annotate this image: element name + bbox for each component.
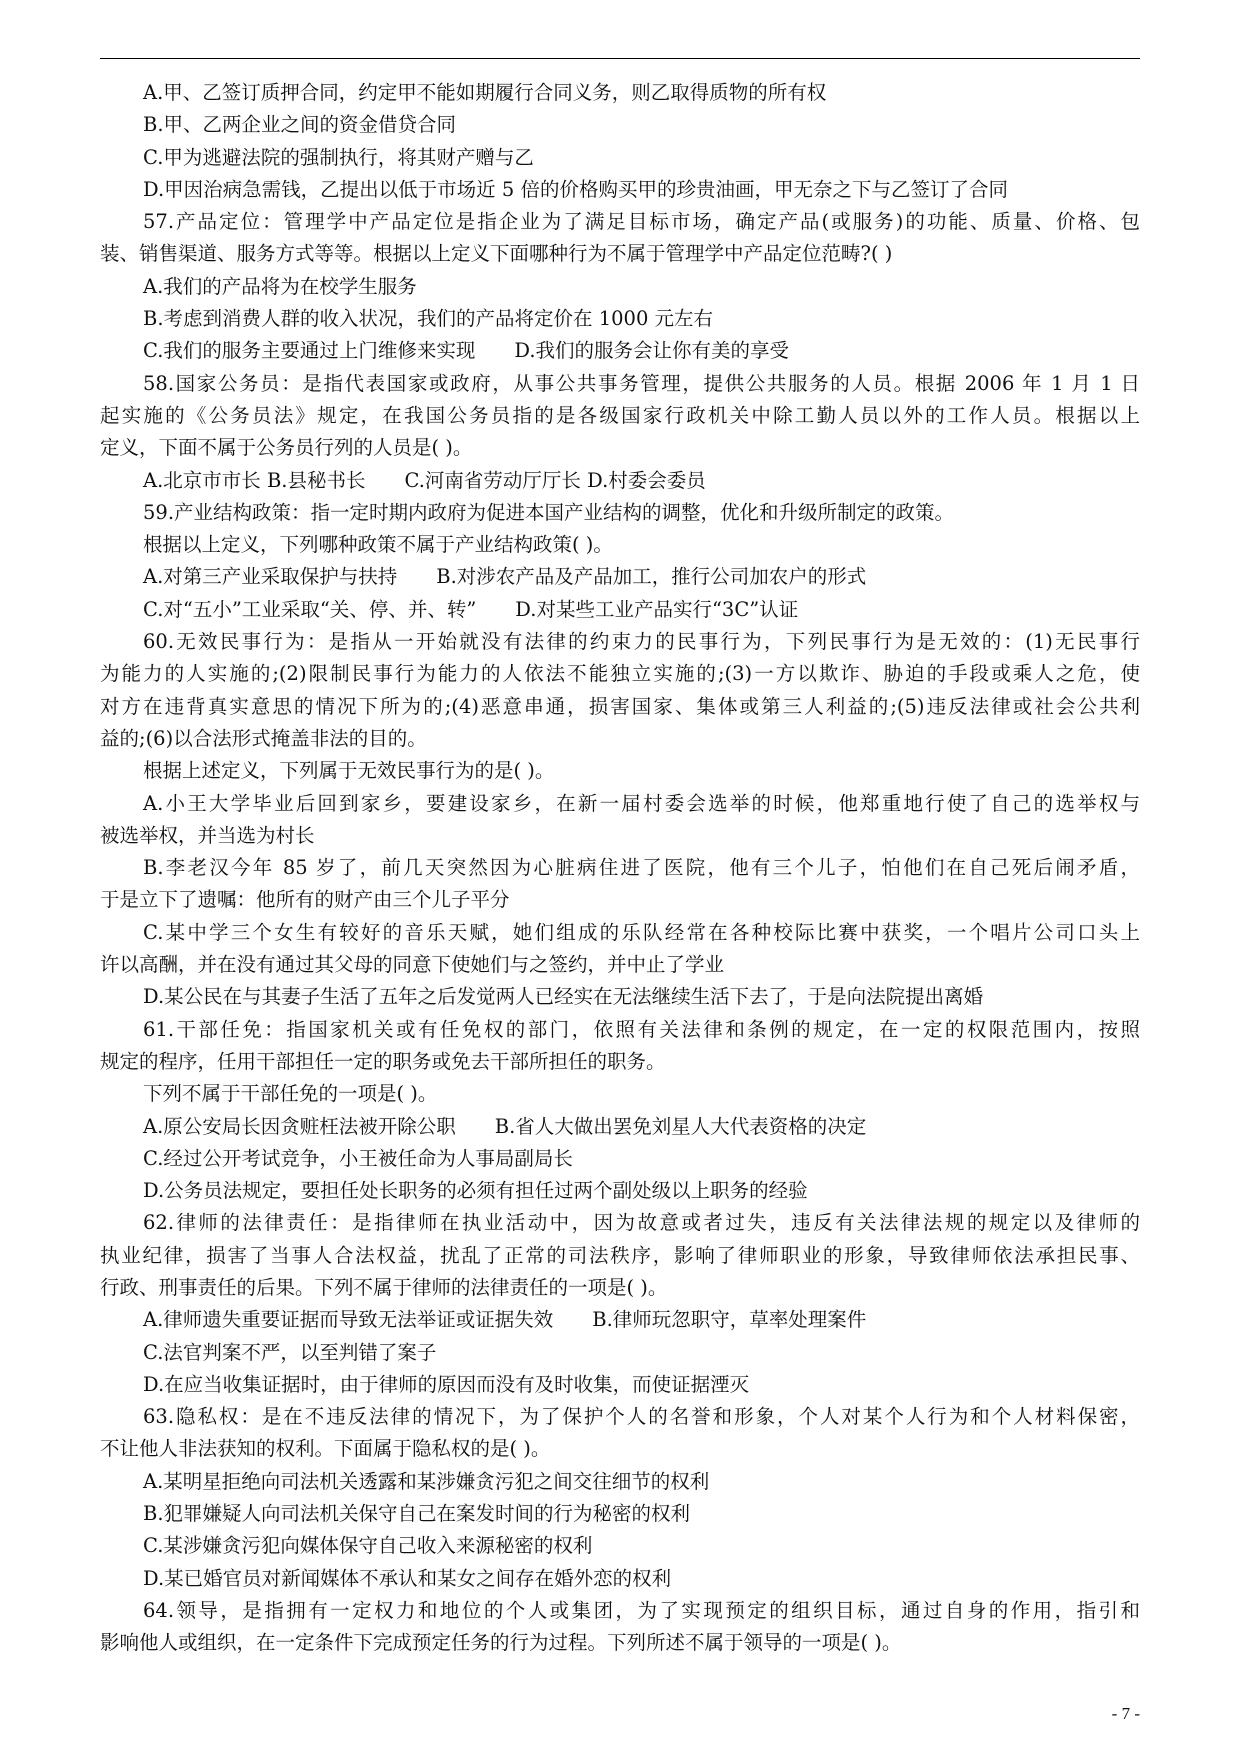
text-line: D.公务员法规定，要担任处长职务的必须有担任过两个副处级以上职务的经验: [143, 1179, 808, 1203]
text-line: 根据以上定义，下列哪种政策不属于产业结构政策( )。: [143, 533, 613, 557]
text-line: 许以高酬，并在没有通过其父母的同意下使她们与之签约，并中止了学业: [100, 953, 725, 977]
text-line: A.某明星拒绝向司法机关透露和某涉嫌贪污犯之间交往细节的权利: [143, 1469, 710, 1493]
text-line: C.某涉嫌贪污犯向媒体保守自己收入来源秘密的权利: [143, 1534, 593, 1558]
text-line: D.某已婚官员对新闻媒体不承认和某女之间存在婚外恋的权利: [143, 1566, 672, 1590]
text-line: 64.领导，是指拥有一定权力和地位的个人或集团，为了实现预定的组织目标，通过自身的作用，指引和: [143, 1598, 1140, 1622]
text-line: 装、销售渠道、服务方式等等。根据以上定义下面哪种行为不属于管理学中产品定位范畴?( ): [100, 242, 893, 266]
text-line: 影响他人或组织，在一定条件下完成预定任务的行为过程。下列所述不属于领导的一项是( )。: [100, 1631, 902, 1655]
text-line: C.对“五小”工业采取“关、停、并、转” D.对某些工业产品实行“3C”认证: [143, 597, 799, 621]
text-line: C.甲为逃避法院的强制执行，将其财产赠与乙: [143, 145, 534, 169]
text-line: 下列不属于干部任免的一项是( )。: [143, 1082, 438, 1106]
text-line: 58.国家公务员：是指代表国家或政府，从事公共事务管理，提供公共服务的人员。根据 2006 年 1 月 1 日: [143, 371, 1140, 395]
text-line: 执业纪律，损害了当事人合法权益，扰乱了正常的司法秩序，影响了律师职业的形象，导致律师依法承担民事、: [100, 1243, 1140, 1267]
text-line: 定义，下面不属于公务员行列的人员是( )。: [100, 436, 473, 460]
document-body: [100, 77, 1140, 1660]
text-line: 62.律师的法律责任：是指律师在执业活动中，因为故意或者过失，违反有关法律法规的规定以及律师的: [143, 1211, 1140, 1235]
text-line: C.我们的服务主要通过上门维修来实现 D.我们的服务会让你有美的享受: [143, 339, 790, 363]
text-line: 57.产品定位：管理学中产品定位是指企业为了满足目标市场，确定产品(或服务)的功能、质量、价格、包: [143, 210, 1140, 234]
text-line: C.经过公开考试竞争，小王被任命为人事局副局长: [143, 1146, 573, 1170]
text-line: 为能力的人实施的;(2)限制民事行为能力的人依法不能独立实施的;(3)一方以欺诈、胁迫的手段或乘人之危，使: [100, 662, 1140, 686]
text-line: D.某公民在与其妻子生活了五年之后发觉两人已经实在无法继续生活下去了，于是向法院提出离婚: [143, 985, 984, 1009]
text-line: C.法官判案不严，以至判错了案子: [143, 1340, 437, 1364]
text-line: C.某中学三个女生有较好的音乐天赋，她们组成的乐队经常在各种校际比赛中获奖，一个唱片公司口头上: [143, 920, 1140, 944]
text-line: 不让他人非法获知的权利。下面属于隐私权的是( )。: [100, 1437, 551, 1461]
text-line: B.甲、乙两企业之间的资金借贷合同: [143, 113, 457, 137]
page-number: - 7 -: [1111, 1704, 1140, 1723]
text-line: 行政、刑事责任的后果。下列不属于律师的法律责任的一项是( )。: [100, 1275, 668, 1299]
text-line: A.我们的产品将为在校学生服务: [143, 274, 417, 298]
text-line: B.李老汉今年 85 岁了，前几天突然因为心脏病住进了医院，他有三个儿子，怕他们在自己死后闹矛盾，: [143, 856, 1140, 880]
text-line: 益的;(6)以合法形式掩盖非法的目的。: [100, 726, 427, 750]
text-line: B.考虑到消费人群的收入状况，我们的产品将定价在 1000 元左右: [143, 307, 714, 331]
text-line: 59.产业结构政策：指一定时期内政府为促进本国产业结构的调整，优化和升级所制定的政策。: [143, 500, 955, 524]
text-line: 被选举权，并当选为村长: [100, 823, 315, 847]
text-line: 63.隐私权：是在不违反法律的情况下，为了保护个人的名誉和形象，个人对某个人行为和个人材料保密，: [143, 1405, 1140, 1429]
text-line: A.原公安局长因贪赃枉法被开除公职 B.省人大做出罢免刘星人大代表资格的决定: [143, 1114, 867, 1138]
text-line: D.甲因治病急需钱，乙提出以低于市场近 5 倍的价格购买甲的珍贵油画，甲无奈之下与乙签订了合同: [143, 177, 1008, 201]
text-line: B.犯罪嫌疑人向司法机关保守自己在案发时间的行为秘密的权利: [143, 1502, 691, 1526]
text-line: A.小王大学毕业后回到家乡，要建设家乡，在新一届村委会选举的时候，他郑重地行使了自己的选举权与: [143, 791, 1140, 815]
text-line: 规定的程序，任用干部担任一定的职务或免去干部所担任的职务。: [100, 1049, 666, 1073]
text-line: A.对第三产业采取保护与扶持 B.对涉农产品及产品加工，推行公司加农户的形式: [143, 565, 867, 589]
text-line: 于是立下了遗嘱：他所有的财产由三个儿子平分: [100, 888, 510, 912]
text-line: A.律师遗失重要证据而导致无法举证或证据失效 B.律师玩忽职守，草率处理案件: [143, 1308, 867, 1332]
text-line: A.甲、乙签订质押合同，约定甲不能如期履行合同义务，则乙取得质物的所有权: [143, 81, 827, 104]
text-line: 60.无效民事行为：是指从一开始就没有法律的约束力的民事行为，下列民事行为是无效的：(1)无民事行: [143, 630, 1140, 654]
header-rule: [100, 58, 1140, 59]
text-line: 起实施的《公务员法》规定，在我国公务员指的是各级国家行政机关中除工勤人员以外的工作人员。根据以上: [100, 403, 1140, 427]
text-line: A.北京市市长 B.县秘书长 C.河南省劳动厅厅长 D.村委会委员: [143, 468, 706, 492]
text-line: 61.干部任免：指国家机关或有任免权的部门，依照有关法律和条例的规定，在一定的权限范围内，按照: [143, 1017, 1140, 1041]
text-line: 对方在违背真实意思的情况下所为的;(4)恶意串通，损害国家、集体或第三人利益的;(5)违反法律或社会公共利: [100, 694, 1140, 718]
text-line: D.在应当收集证据时，由于律师的原因而没有及时收集，而使证据湮灭: [143, 1372, 750, 1396]
text-line: 根据上述定义，下列属于无效民事行为的是( )。: [143, 759, 555, 783]
